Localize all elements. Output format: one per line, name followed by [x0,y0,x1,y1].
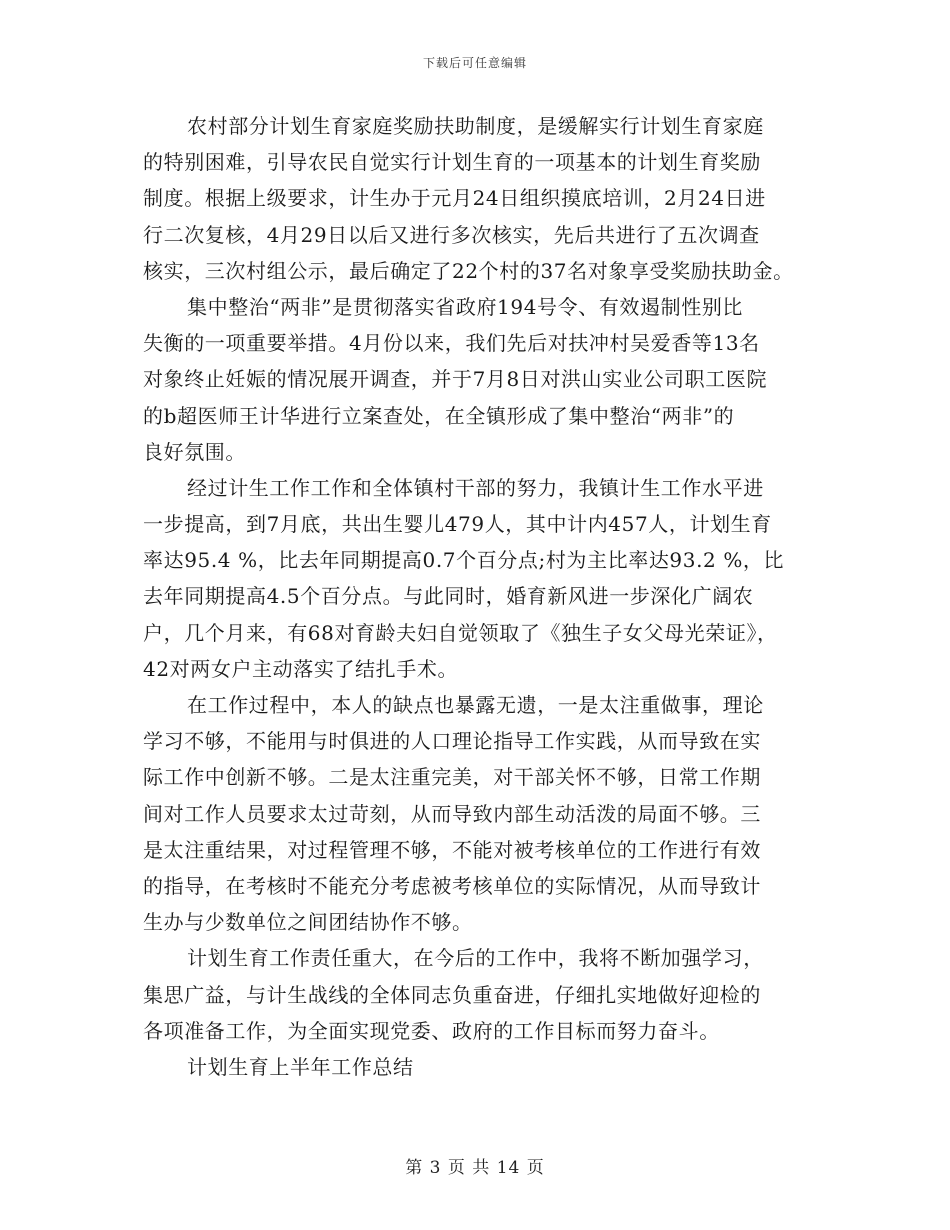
text-line: 核实，三次村组公示，最后确定了22个村的37名对象享受奖励扶助金。 [143,258,794,283]
text-line: 间对工作人员要求太过苛刻，从而导致内部生动活泼的局面不够。三 [143,801,761,826]
text-line: 去年同期提高4.5个百分点。与此同时，婚育新风进一步深化广阔农 [143,584,754,609]
text-line: 对象终止妊娠的情况展开调查，并于7月8日对洪山实业公司职工医院 [143,367,768,392]
text-line: 户，几个月来，有68对育龄夫妇自觉领取了《独生子女父母光荣证》， [143,620,778,645]
paragraph-first-line: 农村部分计划生育家庭奖励扶助制度，是缓解实行计划生育家庭 [187,114,764,138]
text-line: 率达95.4 %，比去年同期提高0.7个百分点;村为主比率达93.2 %，比 [143,548,785,573]
text-line: 的b超医师王计华进行立案查处，在全镇形成了集中整治“两非”的 [143,403,735,428]
paragraph-first-line: 集中整治“两非”是贯彻落实省政府194号令、有效遏制性别比 [187,294,744,319]
paragraph-first-line: 在工作过程中，本人的缺点也暴露无遗，一是太注重做事，理论 [187,693,764,717]
text-line: 生办与少数单位之间团结协作不够。 [143,910,473,935]
text-line: 的特别困难，引导农民自觉实行计划生育的一项基本的计划生育奖励 [143,150,761,175]
text-line: 失衡的一项重要举措。4月份以来，我们先后对扶冲村吴爱香等13名 [143,331,760,356]
paragraph-first-line: 计划生育上半年工作总结 [187,1054,414,1079]
text-line: 学习不够，不能用与时俱进的人口理论指导工作实践，从而导致在实 [143,729,761,754]
text-line: 各项准备工作，为全面实现党委、政府的工作目标而努力奋斗。 [143,1018,720,1043]
text-line: 集思广益，与计生战线的全体同志负重奋进，仔细扎实地做好迎检的 [143,982,761,1007]
text-line: 行二次复核，4月29日以后又进行多次核实，先后共进行了五次调查 [143,222,760,247]
text-line: 的指导，在考核时不能充分考虑被考核单位的实际情况，从而导致计 [143,873,761,898]
text-line: 是太注重结果，对过程管理不够，不能对被考核单位的工作进行有效 [143,837,761,862]
text-line: 制度。根据上级要求，计生办于元月24日组织摸底培训，2月24日进 [143,186,766,211]
paragraph-first-line: 计划生育工作责任重大，在今后的工作中，我将不断加强学习， [187,946,764,971]
text-line: 良好氛围。 [143,439,246,464]
text-line: 42对两女户主动落实了结扎手术。 [143,656,459,681]
page-header-note: 下载后可任意编辑 [422,56,527,70]
text-line: 一步提高，到7月底，共出生婴儿479人，其中计内457人，计划生育 [143,512,772,537]
page-number-footer: 第 3 页 共 14 页 [405,1158,545,1178]
paragraph-first-line: 经过计生工作工作和全体镇村干部的努力，我镇计生工作水平进 [187,475,764,500]
text-line: 际工作中创新不够。二是太注重完美，对干部关怀不够，日常工作期 [143,765,761,790]
document-body [143,108,815,1085]
